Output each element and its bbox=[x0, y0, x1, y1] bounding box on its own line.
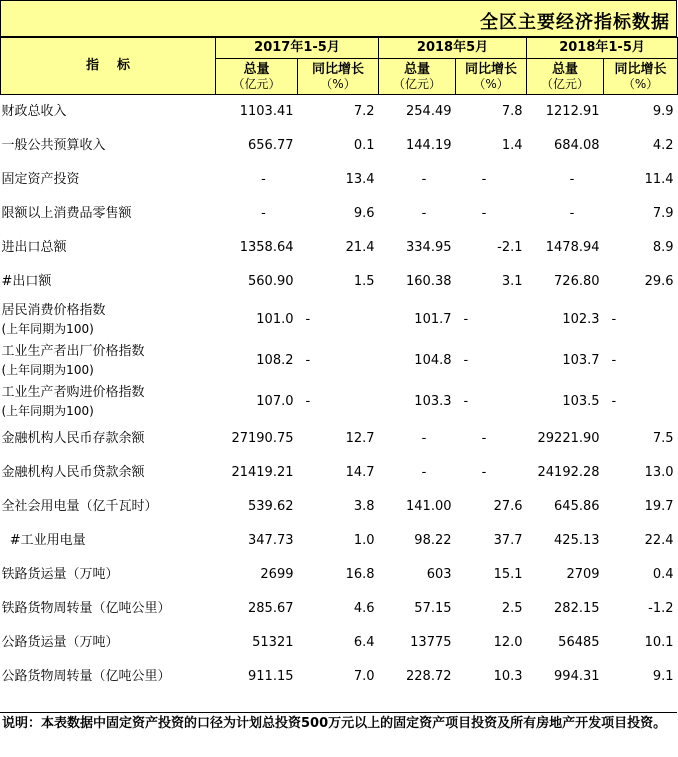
value-cell: - bbox=[305, 352, 311, 368]
table-body bbox=[1, 95, 678, 695]
value-cell: - bbox=[481, 465, 487, 481]
table-row bbox=[1, 490, 678, 524]
value-cell: - bbox=[421, 172, 427, 188]
value-cell: 27190.75 bbox=[231, 431, 294, 447]
value-cell: 144.19 bbox=[406, 138, 452, 154]
value-cell: 3.1 bbox=[501, 274, 523, 290]
value-cell: 228.72 bbox=[406, 669, 452, 685]
value-cell: - bbox=[261, 206, 266, 222]
table-row bbox=[1, 626, 678, 660]
value-cell: 4.2 bbox=[652, 138, 674, 154]
total-unit: （亿元） bbox=[393, 77, 442, 92]
value-cell: 160.38 bbox=[406, 274, 452, 290]
indicator-name bbox=[1, 299, 216, 340]
value-cell: 7.0 bbox=[353, 669, 375, 685]
value-cell: 7.9 bbox=[652, 206, 674, 222]
value-cell: - bbox=[421, 465, 427, 481]
indicator-name: 一般公共预算收入 bbox=[1, 138, 106, 154]
value-cell: - bbox=[305, 311, 311, 327]
table-row bbox=[1, 231, 678, 265]
table-row bbox=[1, 422, 678, 456]
table-row bbox=[1, 381, 678, 422]
value-cell: 2709 bbox=[566, 567, 600, 583]
value-cell: 16.8 bbox=[345, 567, 375, 583]
table-row bbox=[1, 265, 678, 299]
value-cell: 911.15 bbox=[248, 669, 294, 685]
value-cell: 13775 bbox=[410, 635, 452, 651]
total-header bbox=[216, 59, 298, 95]
indicator-name: 限额以上消费品零售额 bbox=[1, 206, 132, 222]
value-cell: 29.6 bbox=[644, 274, 674, 290]
page-title: 全区主要经济指标数据 bbox=[480, 12, 670, 33]
value-cell: 108.2 bbox=[256, 352, 294, 368]
value-cell: 1212.91 bbox=[545, 104, 600, 120]
value-cell: 656.77 bbox=[248, 138, 294, 154]
total-unit: （亿元） bbox=[232, 77, 281, 92]
value-cell: 2699 bbox=[260, 567, 294, 583]
total-label: 总量 bbox=[404, 61, 431, 77]
value-cell: 9.6 bbox=[353, 206, 375, 222]
value-cell: - bbox=[611, 352, 617, 368]
growth-unit: （%） bbox=[320, 77, 356, 92]
table-header bbox=[1, 38, 678, 95]
value-cell: 12.0 bbox=[493, 635, 523, 651]
indicator-name-line: 居民消费价格指数 bbox=[1, 302, 106, 318]
value-cell: 334.95 bbox=[406, 240, 452, 256]
value-cell: 254.49 bbox=[406, 104, 452, 120]
total-label: 总量 bbox=[552, 61, 579, 77]
value-cell: 1.5 bbox=[353, 274, 375, 290]
value-cell: - bbox=[481, 172, 487, 188]
value-cell: 98.22 bbox=[414, 533, 452, 549]
value-cell: - bbox=[261, 172, 266, 188]
value-cell: - bbox=[421, 206, 427, 222]
value-cell: 4.6 bbox=[353, 601, 375, 617]
value-cell: 282.15 bbox=[554, 601, 600, 617]
value-cell: 560.90 bbox=[248, 274, 294, 290]
indicator-name-line: 工业生产者出厂价格指数 bbox=[1, 343, 145, 359]
value-cell: 0.1 bbox=[353, 138, 375, 154]
indicator-name: #工业用电量 bbox=[1, 533, 86, 549]
indicator-table bbox=[0, 37, 678, 694]
indicator-name: #出口额 bbox=[1, 274, 52, 290]
value-cell: 37.7 bbox=[493, 533, 523, 549]
value-cell: - bbox=[463, 352, 469, 368]
value-cell: 51321 bbox=[252, 635, 294, 651]
value-cell: - bbox=[463, 393, 469, 409]
indicator-name: 全社会用电量（亿千瓦时） bbox=[1, 499, 158, 515]
value-cell: - bbox=[421, 431, 427, 447]
indicator-name-note: (上年同期为100) bbox=[1, 362, 94, 377]
table-row bbox=[1, 340, 678, 381]
indicator-name-line: 工业生产者购进价格指数 bbox=[1, 384, 145, 400]
table-row bbox=[1, 129, 678, 163]
value-cell: - bbox=[569, 206, 575, 222]
total-unit: （亿元） bbox=[541, 77, 590, 92]
growth-unit: （%） bbox=[622, 77, 659, 92]
value-cell: 12.7 bbox=[345, 431, 375, 447]
value-cell: 0.4 bbox=[652, 567, 674, 583]
value-cell: 24192.28 bbox=[537, 465, 600, 481]
value-cell: 101.0 bbox=[256, 311, 294, 327]
value-cell: 6.4 bbox=[353, 635, 375, 651]
indicator-name: 进出口总额 bbox=[1, 240, 67, 256]
indicator-name-note: (上年同期为100) bbox=[1, 403, 94, 418]
total-header bbox=[379, 59, 456, 95]
value-cell: 603 bbox=[426, 567, 452, 583]
value-cell: 102.3 bbox=[562, 311, 600, 327]
table-row bbox=[1, 524, 678, 558]
value-cell: 2.5 bbox=[501, 601, 523, 617]
value-cell: 347.73 bbox=[248, 533, 294, 549]
growth-header bbox=[456, 59, 527, 95]
period-header-2: 2018年5月 bbox=[379, 38, 527, 59]
value-cell: 1358.64 bbox=[239, 240, 294, 256]
value-cell: 101.7 bbox=[414, 311, 452, 327]
value-cell: 13.0 bbox=[644, 465, 674, 481]
value-cell: 1.0 bbox=[353, 533, 375, 549]
table-row bbox=[1, 558, 678, 592]
total-label: 总量 bbox=[243, 61, 270, 77]
indicator-name: 金融机构人民币存款余额 bbox=[1, 431, 145, 447]
value-cell: 994.31 bbox=[554, 669, 600, 685]
indicator-name-note: (上年同期为100) bbox=[1, 321, 94, 336]
value-cell: 285.67 bbox=[248, 601, 294, 617]
value-cell: -2.1 bbox=[497, 240, 523, 256]
value-cell: 29221.90 bbox=[537, 431, 600, 447]
table-row bbox=[1, 592, 678, 626]
growth-header bbox=[298, 59, 379, 95]
total-header bbox=[527, 59, 604, 95]
value-cell: 7.5 bbox=[652, 431, 674, 447]
value-cell: 14.7 bbox=[345, 465, 375, 481]
table-row bbox=[1, 299, 678, 340]
indicator-name: 公路货物周转量（亿吨公里） bbox=[1, 669, 171, 685]
growth-header bbox=[604, 59, 678, 95]
value-cell: 11.4 bbox=[644, 172, 674, 188]
value-cell: 141.00 bbox=[406, 499, 452, 515]
value-cell: 7.2 bbox=[353, 104, 375, 120]
indicator-name: 公路货运量（万吨） bbox=[1, 635, 119, 651]
table-row bbox=[1, 197, 678, 231]
growth-label: 同比增长 bbox=[614, 61, 667, 77]
value-cell: - bbox=[463, 311, 469, 327]
value-cell: 9.9 bbox=[652, 104, 674, 120]
indicator-name: 财政总收入 bbox=[1, 104, 67, 120]
value-cell: - bbox=[611, 393, 617, 409]
value-cell: 103.5 bbox=[562, 393, 600, 409]
table-row bbox=[1, 95, 678, 130]
value-cell: 10.1 bbox=[644, 635, 674, 651]
growth-label: 同比增长 bbox=[465, 61, 518, 77]
value-cell: 10.3 bbox=[493, 669, 523, 685]
value-cell: 726.80 bbox=[554, 274, 600, 290]
value-cell: 107.0 bbox=[256, 393, 294, 409]
value-cell: 103.3 bbox=[414, 393, 452, 409]
period-header-1: 2017年1-5月 bbox=[216, 38, 379, 59]
table-row bbox=[1, 456, 678, 490]
indicator-name: 铁路货运量（万吨） bbox=[1, 567, 119, 583]
growth-unit: （%） bbox=[473, 77, 509, 92]
value-cell: 19.7 bbox=[644, 499, 674, 515]
value-cell: - bbox=[305, 393, 311, 409]
value-cell: - bbox=[569, 172, 575, 188]
value-cell: 1.4 bbox=[501, 138, 523, 154]
indicator-name: 金融机构人民币贷款余额 bbox=[1, 465, 145, 481]
indicator-name: 铁路货物周转量（亿吨公里） bbox=[1, 601, 171, 617]
value-cell: - bbox=[481, 206, 487, 222]
value-cell: 27.6 bbox=[493, 499, 523, 515]
value-cell: 103.7 bbox=[562, 352, 600, 368]
value-cell: 21.4 bbox=[345, 240, 375, 256]
value-cell: 57.15 bbox=[414, 601, 452, 617]
indicator-name: 固定资产投资 bbox=[1, 172, 80, 188]
value-cell: 3.8 bbox=[353, 499, 375, 515]
indicator-name bbox=[1, 340, 216, 381]
value-cell: 1103.41 bbox=[239, 104, 294, 120]
value-cell: 425.13 bbox=[554, 533, 600, 549]
value-cell: 645.86 bbox=[554, 499, 600, 515]
growth-label: 同比增长 bbox=[312, 61, 365, 77]
value-cell: 22.4 bbox=[644, 533, 674, 549]
value-cell: 539.62 bbox=[248, 499, 294, 515]
table-row bbox=[1, 163, 678, 197]
table-row bbox=[1, 660, 678, 694]
value-cell: 9.1 bbox=[652, 669, 674, 685]
indicator-name bbox=[1, 381, 216, 422]
footnote: 说明：本表数据中固定资产投资的口径为计划总投资500万元以上的固定资产项目投资及所有房地产开发项目投资。 bbox=[0, 712, 677, 757]
value-cell: 15.1 bbox=[493, 567, 523, 583]
period-header-3: 2018年1-5月 bbox=[527, 38, 678, 59]
value-cell: 684.08 bbox=[554, 138, 600, 154]
value-cell: - bbox=[481, 431, 487, 447]
value-cell: - bbox=[611, 311, 617, 327]
value-cell: 7.8 bbox=[501, 104, 523, 120]
value-cell: 13.4 bbox=[345, 172, 375, 188]
value-cell: 21419.21 bbox=[231, 465, 294, 481]
value-cell: 56485 bbox=[558, 635, 600, 651]
value-cell: -1.2 bbox=[648, 601, 674, 617]
title-bar bbox=[0, 0, 677, 37]
indicator-header: 指 标 bbox=[1, 38, 216, 95]
value-cell: 104.8 bbox=[414, 352, 452, 368]
value-cell: 1478.94 bbox=[545, 240, 600, 256]
value-cell: 8.9 bbox=[652, 240, 674, 256]
